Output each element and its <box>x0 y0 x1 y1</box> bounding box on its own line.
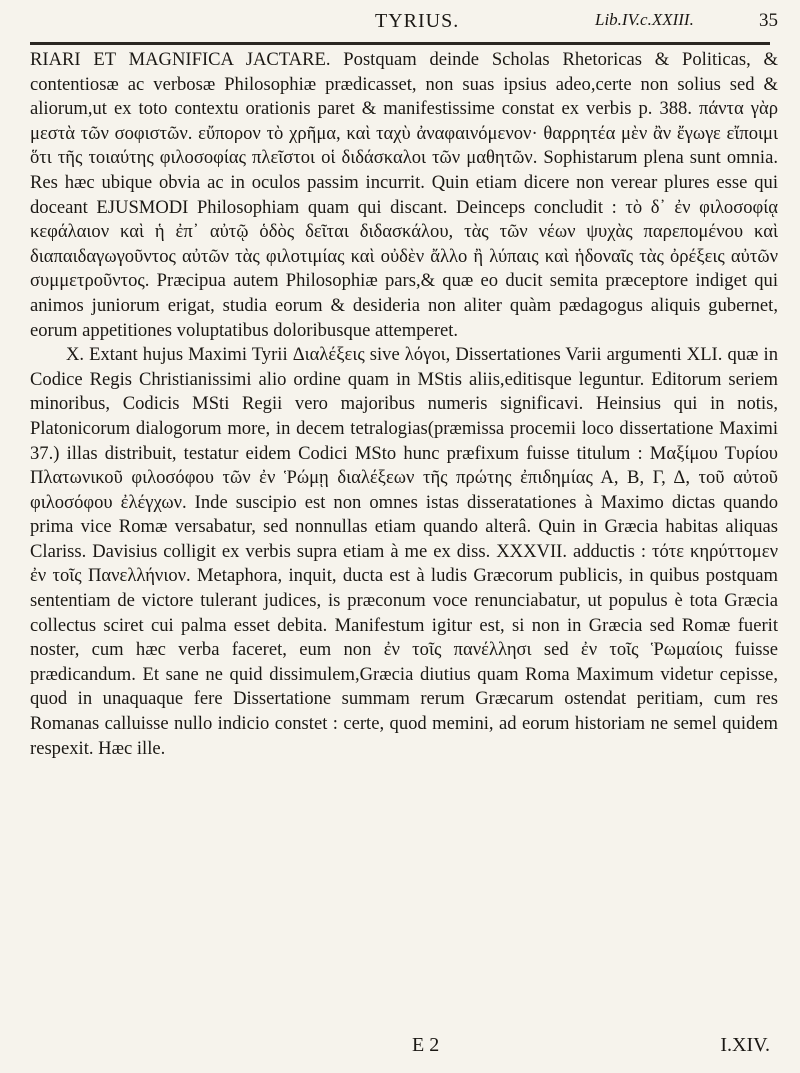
main-text <box>30 48 778 761</box>
running-header <box>30 6 780 40</box>
header-rule <box>30 42 770 45</box>
page-number: 35 <box>759 10 778 31</box>
paragraph-1: RIARI ET MAGNIFICA JACTARE. Postquam deinde Scholas Rhetoricas & Politicas, & contentiosæ ac verbosæ Philosophiæ prædicasset, non suas ipsius adeo,certe non solius sed & aliorum,ut ex toto contextu orationis paret & manifestissime constat ex verbis p. 388. πάντα γὰρ μεστὰ τῶν σοφιστῶν. εὔπορον τὸ χρῆμα, καὶ ταχὺ ἀναφαινόμενον· θαρρητέα μὲν ἂν ἔγωγε εἴποιμι ὅτι τῆς τοιαύτης φιλοσοφίας πλεῖστοι οἱ διδάσκαλοι τῶν μαθητῶν. Sophistarum plena sunt omnia. Res hæc ubique obvia ac in oculos passim incurrit. Quin etiam dicere non verear plures esse qui doceant EJUSMODI Philosophiam quam qui discant. Deinceps concludit : τὸ δ᾽ ἐν φιλοσοφίᾳ κεφάλαιον καὶ ἡ ἐπ᾽ αὐτῷ ὁδὸς δεῖται διδασκάλου, τὰς τῶν νέων ψυχὰς παρεπομένου καὶ διαπαιδαγωγοῦντος αὐτῶν τὰς φιλοτιμίας καὶ οὐδὲν ἄλλο ἢ λύπαις καὶ ἡδοναῖς τὰς ὀρέξεις αὐτῶν συμμετροῦντος. Præcipua autem Philosophiæ pars,& quæ eo ducit semita præceptore indiget qui animos juniorum erigat, studia eorum & desideria non aliter quàm pædagogus aliquis gubernet, eorum appetitiones voluptatibus doloribusque attemperet. <box>30 49 778 341</box>
page-footer <box>30 1030 770 1060</box>
chapter-reference: Lib.IV.c.XXIII. <box>595 10 694 29</box>
signature-mark: E 2 <box>412 1034 440 1056</box>
paragraph-2: X. Extant hujus Maximi Tyrii Διαλέξεις sive λόγοι, Dissertationes Varii argumenti XLI. quæ in Codice Regis Christianissimi alio ordine quam in MStis aliis,editisque leguntur. Editorum seriem minoribus, Codicis MSti Regii vero majoribus numeris significavi. Heinsius qui in notis, Platonicorum dialogorum more, in decem tetralogias(præmissa procemii loco dissertatione Maximi 37.) illas distribuit, testatur eidem Codici MSto hunc præfixum fuisse titulum : Μαξίμου Τυρίου Πλατωνικοῦ φιλοσόφου τῶν ἐν Ῥώμῃ διαλέξεων τῆς πρώτης ἐπιδημίας Α, Β, Γ, Δ, τοῦ αὐτοῦ φιλοσόφου ἐλέγχων. Inde suscipio est non omnes istas disseratationes à Maximo dictas quando prima vice Romæ versabatur, sed nonnullas etiam quando alterâ. Quin in Græcia habitas aliquas Clariss. Davisius colligit ex verbis supra etiam à me ex diss. XXXVII. adductis : τότε κηρύττομεν ἐν τοῖς Πανελλήνιον. Metaphora, inquit, ducta est à ludis Græcorum publicis, in quibus postquam sententiam de victore tulerant judices, is præconum voce renunciabatur, ut populus è tota Græcia collectus sciret cui palma esset debita. Manifestum igitur est, si non in Græcia sed Romæ fuerit noster, cum hæc verba faceret, eum non ἐν τοῖς πανέλλησι sed ἐν τοῖς Ῥωμαίοις fuisse prædicandum. Et sane ne quid dissimulem,Græcia diutius quam Roma Maximum videtur cepisse, quod in unaquaque fere Dissertatione summam rerum Græcarum ostendat peritiam, cum res Romanas calluisse nullo indicio constet : certe, quod memini, ad eorum historiam ne semel quidem respexit. Hæc ille. <box>30 344 778 759</box>
running-title: TYRIUS. <box>375 10 460 32</box>
catchword: I.XIV. <box>720 1034 770 1056</box>
